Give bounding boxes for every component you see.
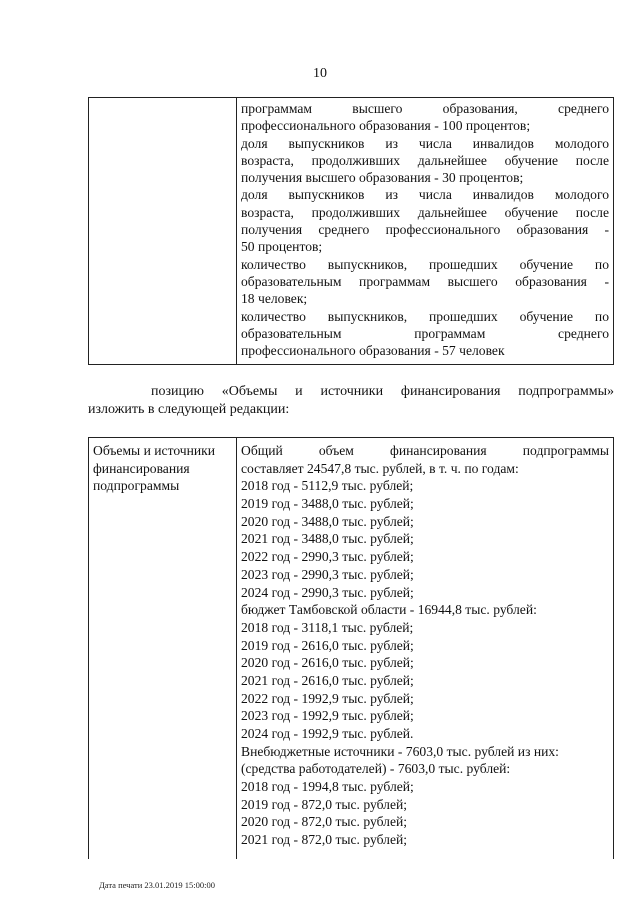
text-line: 2024 год - 2990,3 тыс. рублей; (241, 584, 414, 600)
text-line: 2020 год - 872,0 тыс. рублей; (241, 814, 408, 830)
text-line: 2021 год - 3488,0 тыс. рублей; (241, 531, 414, 547)
text-line: образовательным программам среднего (241, 325, 609, 341)
page-number: 10 (313, 66, 327, 81)
text-line: получения среднего профессионального образования - (241, 222, 609, 238)
text-line: количество выпускников, прошедших обучение по (241, 256, 609, 272)
text-line: доля выпускников из числа инвалидов молодого (241, 135, 609, 151)
financing-table (88, 437, 614, 859)
text-line: получения высшего образования - 30 процентов; (241, 170, 524, 186)
text-line: 18 человек; (241, 291, 308, 307)
text-line: Объемы и источники (93, 443, 216, 458)
column-divider (236, 98, 237, 364)
text-line: 2023 год - 1992,9 тыс. рублей; (241, 708, 414, 724)
column-divider (236, 438, 237, 859)
continued-table (88, 97, 614, 365)
text-line: 2020 год - 2616,0 тыс. рублей; (241, 655, 414, 671)
position-title-cell (93, 442, 235, 495)
text-line: образовательным программам высшего образования - (241, 273, 609, 289)
amendment-paragraph (88, 383, 614, 419)
text-line: профессионального образования - 57 человек (241, 343, 505, 359)
text-line: бюджет Тамбовской области - 16944,8 тыс. рублей: (241, 602, 537, 618)
indicators-cell (241, 100, 609, 359)
paragraph-line: изложить в следующей редакции: (88, 402, 290, 417)
text-line: 2020 год - 3488,0 тыс. рублей; (241, 513, 414, 529)
financing-details-cell (241, 442, 609, 849)
text-line: подпрограммы (93, 478, 180, 494)
text-line: профессионального образования - 100 процентов; (241, 118, 531, 134)
text-line: количество выпускников, прошедших обучение по (241, 308, 609, 324)
text-line: возраста, продолживших дальнейшее обучение после (241, 152, 609, 168)
text-line: 2018 год - 3118,1 тыс. рублей; (241, 619, 414, 635)
paragraph-line: позицию «Объемы и источники финансирования подпрограммы» (151, 384, 614, 399)
text-line: 2024 год - 1992,9 тыс. рублей. (241, 726, 414, 741)
text-line: Общий объем финансирования подпрограммы (241, 443, 609, 458)
text-line: 2021 год - 2616,0 тыс. рублей; (241, 672, 414, 688)
text-line: (средства работодателей) - 7603,0 тыс. рублей: (241, 761, 511, 777)
text-line: 2019 год - 872,0 тыс. рублей; (241, 796, 408, 812)
text-line: 2021 год - 872,0 тыс. рублей; (241, 832, 408, 848)
text-line: финансирования (93, 460, 190, 476)
text-line: 2022 год - 1992,9 тыс. рублей; (241, 690, 414, 706)
text-line: 2019 год - 2616,0 тыс. рублей; (241, 637, 414, 653)
print-date-footer: Дата печати 23.01.2019 15:00:00 (99, 880, 215, 890)
text-line: 2018 год - 5112,9 тыс. рублей; (241, 478, 414, 494)
text-line: программам высшего образования, среднего (241, 101, 609, 116)
text-line: 50 процентов; (241, 239, 323, 255)
text-line: 2023 год - 2990,3 тыс. рублей; (241, 566, 414, 582)
text-line: возраста, продолживших дальнейшее обучение после (241, 204, 609, 220)
text-line: составляет 24547,8 тыс. рублей, в т. ч. по годам: (241, 460, 519, 476)
text-line: 2022 год - 2990,3 тыс. рублей; (241, 549, 414, 565)
text-line: 2018 год - 1994,8 тыс. рублей; (241, 779, 414, 795)
text-line: Внебюджетные источники - 7603,0 тыс. рублей из них: (241, 743, 559, 759)
text-line: доля выпускников из числа инвалидов молодого (241, 187, 609, 203)
text-line: 2019 год - 3488,0 тыс. рублей; (241, 496, 414, 512)
